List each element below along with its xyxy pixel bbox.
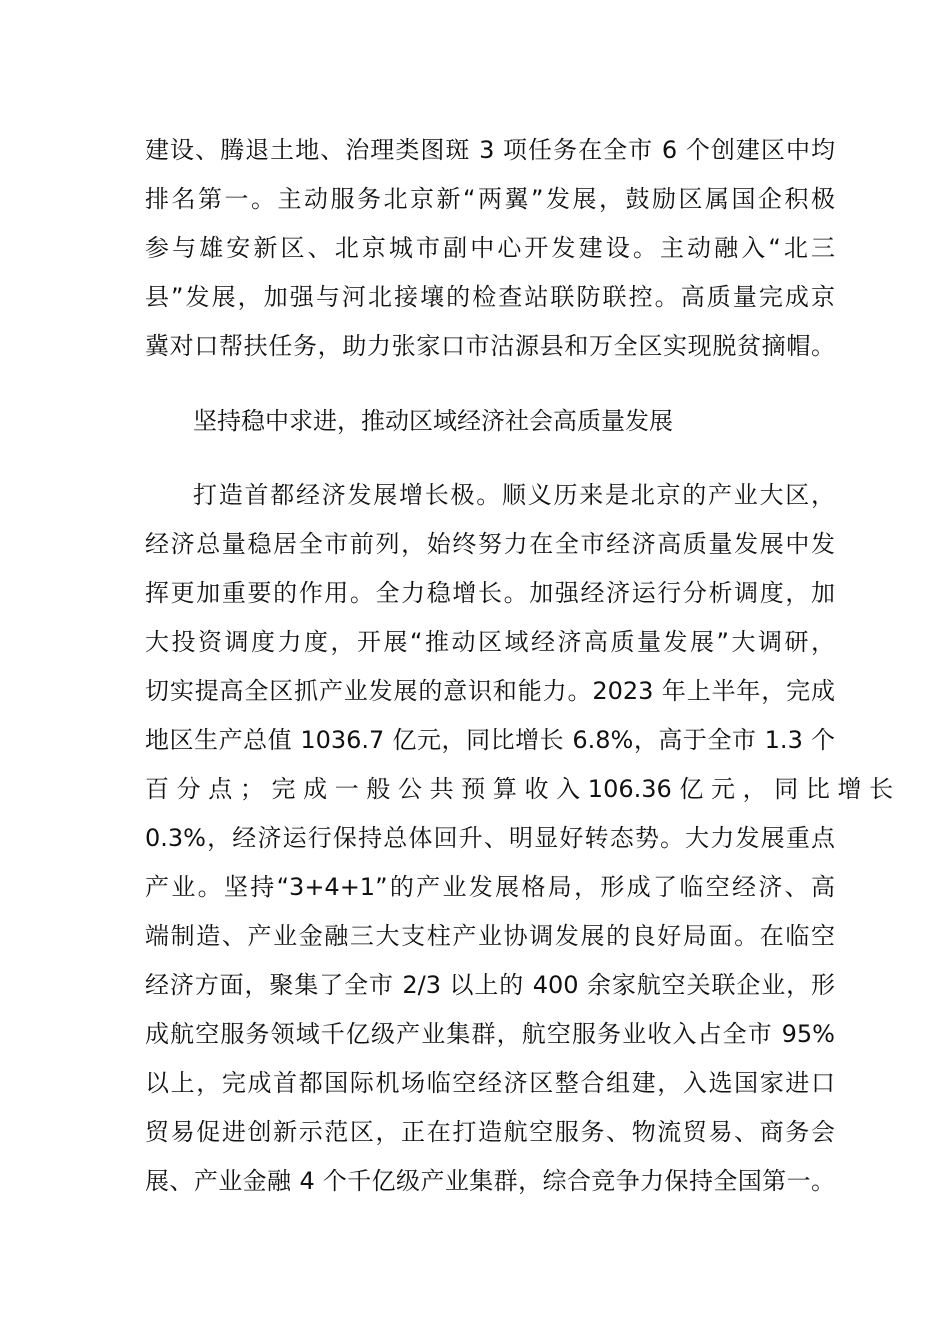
text-line: 产业。坚持“3+4+1”的产业发展格局，形成了临空经济、高 (145, 873, 835, 901)
text-line: 经济方面，聚集了全市 2/3 以上的 400 余家航空关联企业，形 (145, 971, 835, 999)
text-line: 展、产业金融 4 个千亿级产业集群，综合竞争力保持全国第一。 (145, 1167, 835, 1195)
text-line: 参与雄安新区、北京城市副中心开发建设。主动融入“北三 (145, 234, 835, 262)
text-line: 端制造、产业金融三大支柱产业协调发展的良好局面。在临空 (145, 922, 835, 950)
text-line: 以上，完成首都国际机场临空经济区整合组建，入选国家进口 (145, 1069, 835, 1097)
text-line: 百 分 点 ； 完 成 一 般 公 共 预 算 收 入 106.36 亿 元 ， 同 比 增 长 (145, 775, 894, 803)
text-line: 地区生产总值 1036.7 亿元，同比增长 6.8%，高于全市 1.3 个 (145, 726, 835, 754)
text-line: 冀对口帮扶任务，助力张家口市沽源县和万全区实现脱贫摘帽。 (145, 332, 835, 360)
text-line: 排名第一。主动服务北京新“两翼”发展，鼓励区属国企积极 (145, 185, 835, 213)
text-line: 建设、腾退土地、治理类图斑 3 项任务在全市 6 个创建区中均 (145, 136, 835, 164)
text-line: 0.3%，经济运行保持总体回升、明显好转态势。大力发展重点 (145, 824, 835, 852)
text-line: 县”发展，加强与河北接壤的检查站联防联控。高质量完成京 (145, 283, 835, 311)
text-line: 成航空服务领域千亿级产业集群，航空服务业收入占全市 95% (145, 1020, 835, 1048)
text-line: 贸易促进创新示范区，正在打造航空服务、物流贸易、商务会 (145, 1118, 835, 1146)
text-line: 打造首都经济发展增长极。顺义历来是北京的产业大区， (193, 481, 835, 509)
text-line: 大投资调度力度，开展“推动区域经济高质量发展”大调研， (145, 628, 835, 656)
text-line: 经济总量稳居全市前列，始终努力在全市经济高质量发展中发 (145, 530, 835, 558)
section-heading: 坚持稳中求进，推动区域经济社会高质量发展 (193, 407, 673, 435)
text-line: 挥更加重要的作用。全力稳增长。加强经济运行分析调度，加 (145, 579, 835, 607)
text-line: 切实提高全区抓产业发展的意识和能力。2023 年上半年，完成 (145, 677, 835, 705)
